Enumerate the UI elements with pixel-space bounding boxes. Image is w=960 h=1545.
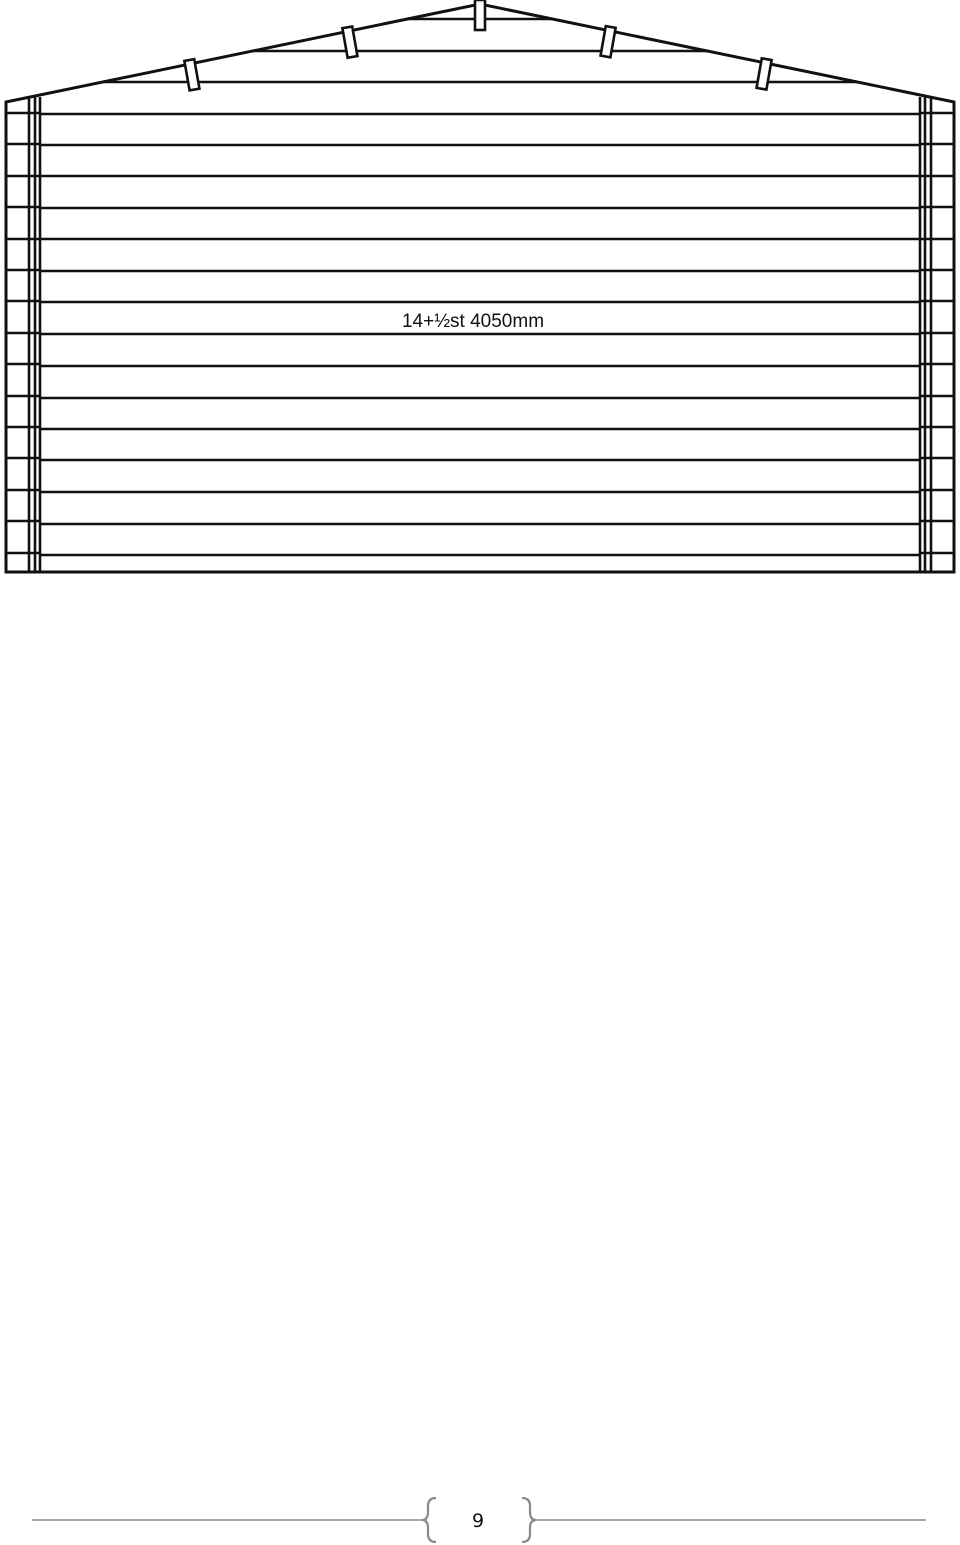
page-footer <box>0 1490 960 1545</box>
left-brace <box>422 1498 436 1542</box>
wall-label: 14+½st 4050mm <box>401 311 545 332</box>
gable-outline <box>6 4 954 572</box>
right-brace <box>522 1498 536 1542</box>
purlin <box>475 0 485 30</box>
page-number: 9 <box>471 1510 485 1532</box>
gable-wall-drawing <box>0 0 960 600</box>
wall-boards <box>40 19 920 555</box>
